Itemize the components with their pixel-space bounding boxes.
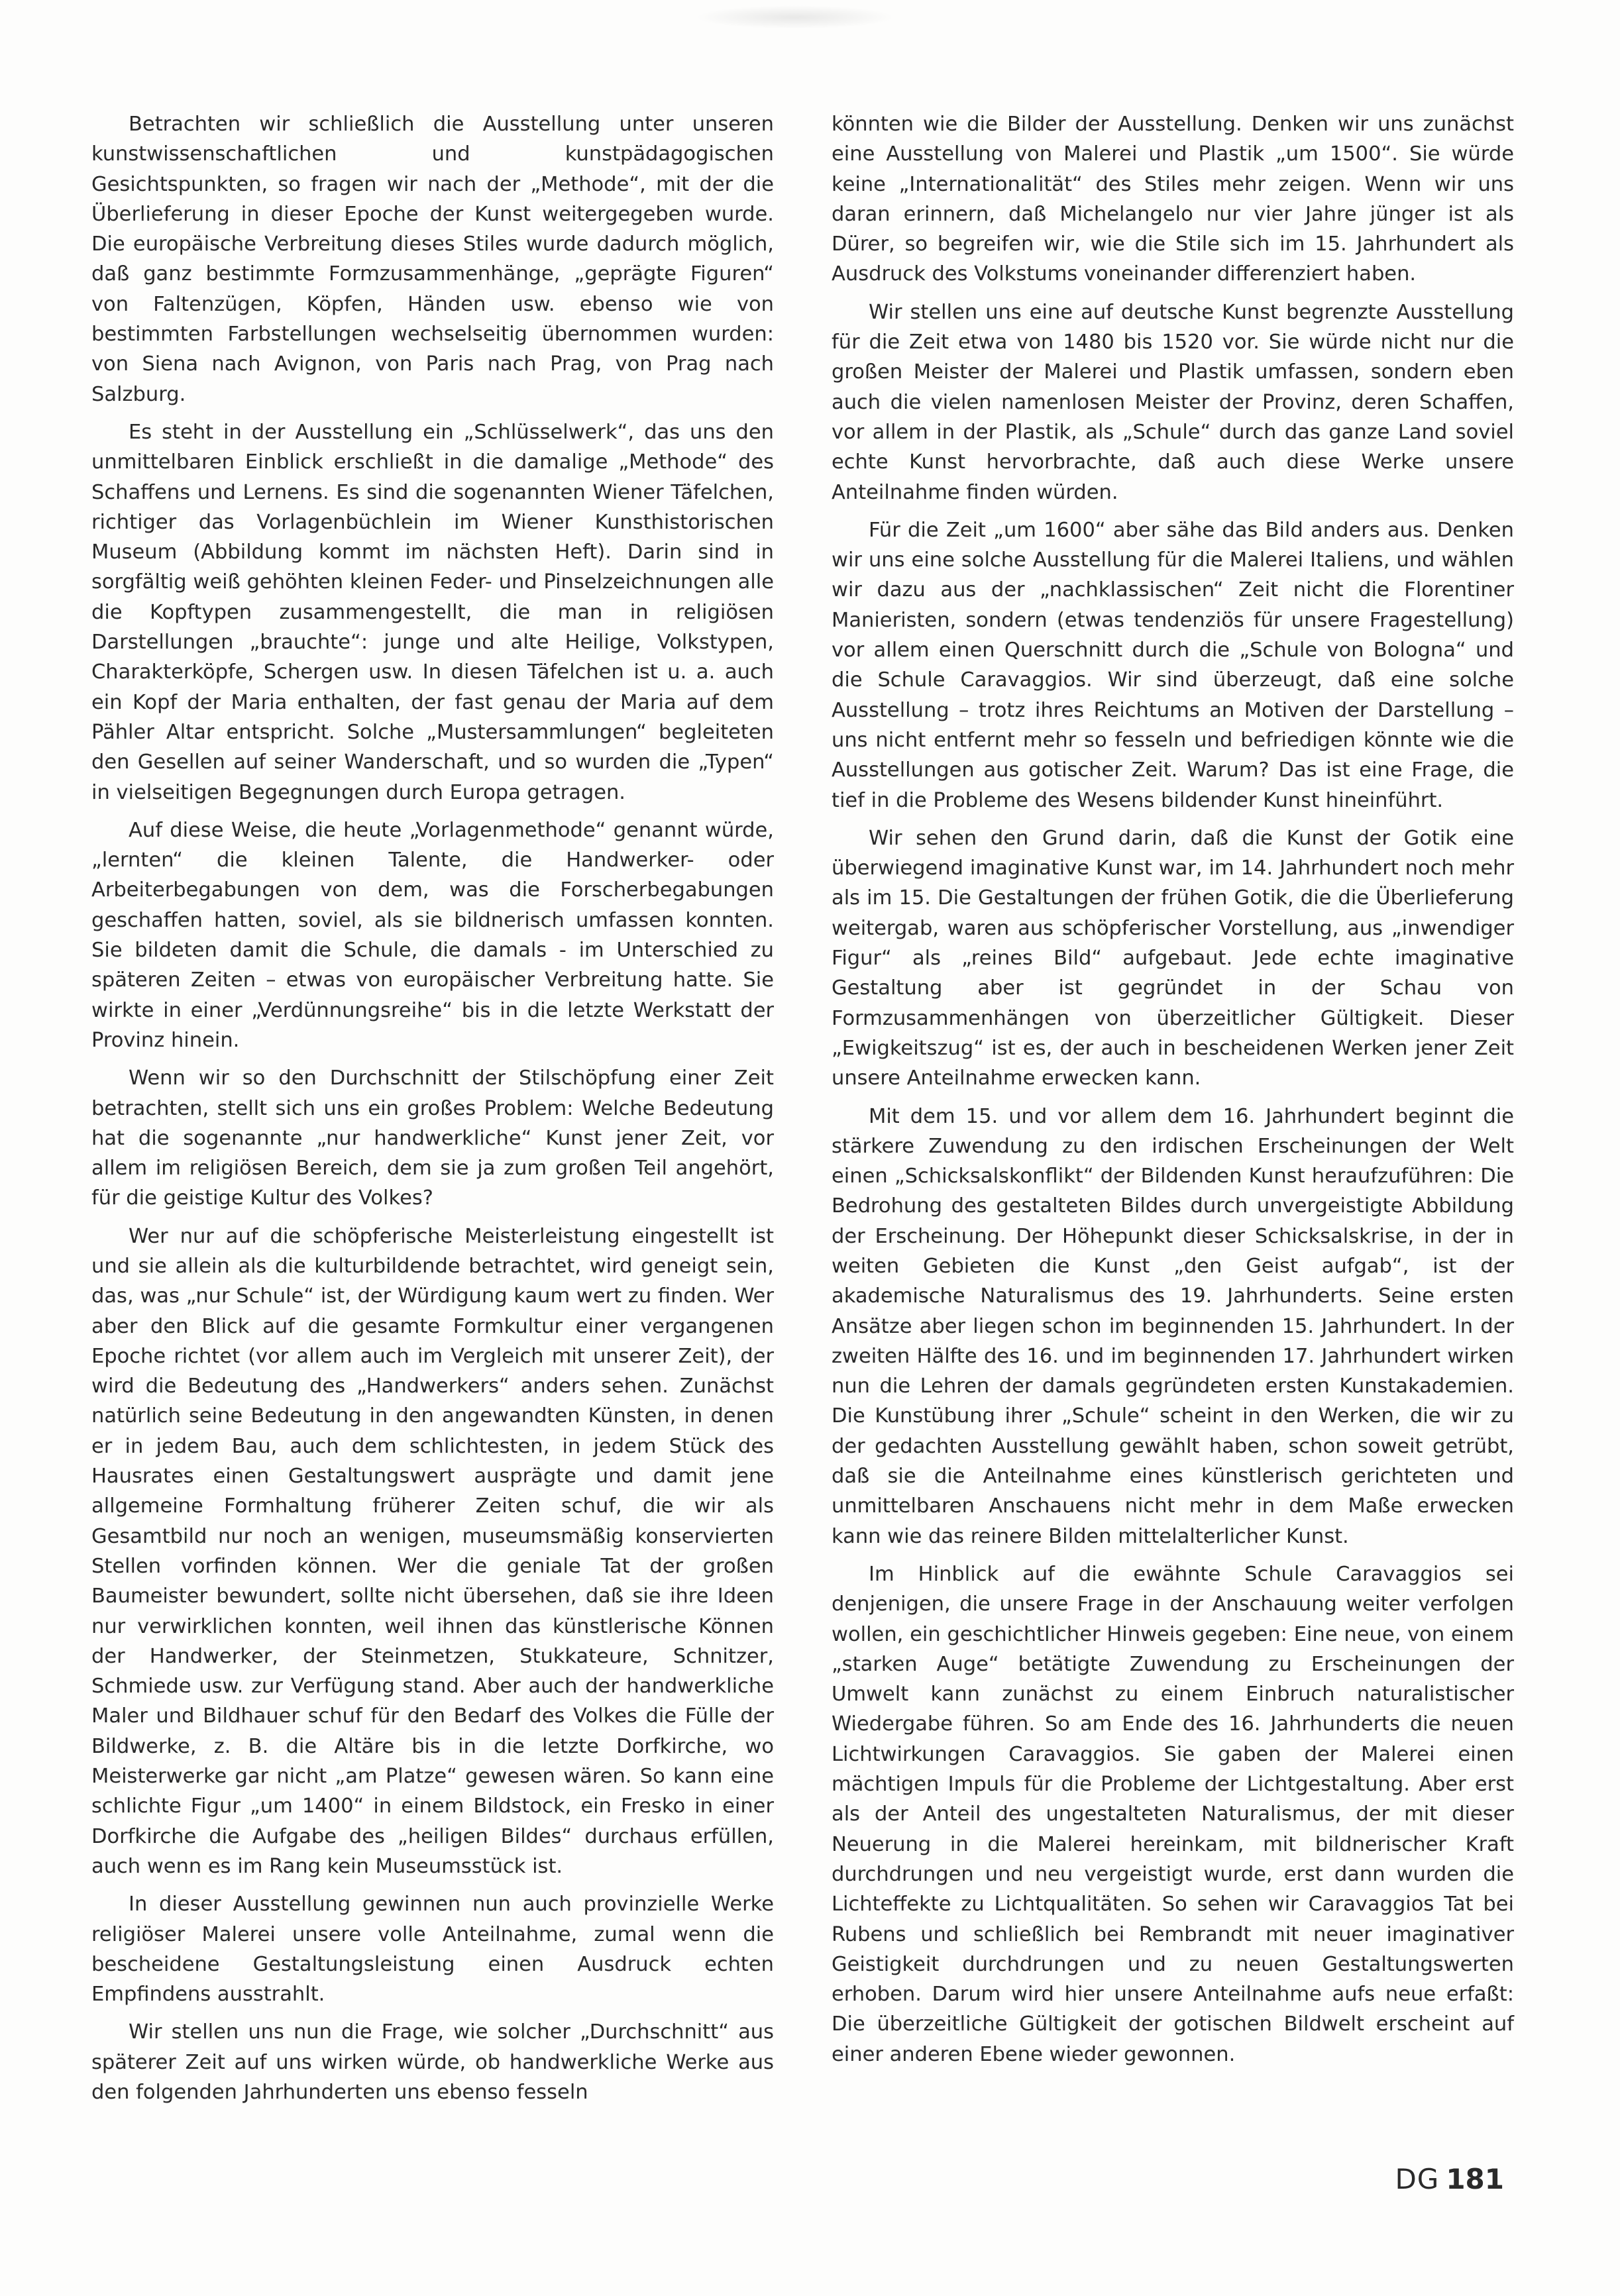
paragraph: Es steht in der Ausstellung ein „Schlüsselwerk“, das uns den unmittelbaren Einblick erschließt in die damalige „Methode“ des Schaffens und Lernens. Es sind die sogenannten Wiener Täfelchen, richtiger das Vorlagenbüchlein im Wiener Kunsthistorischen Museum (Abbildung kommt im nächsten Heft). Darin sind in sorgfältig weiß gehöhten kleinen Feder- und Pinselzeichnungen alle die Kopftypen zusammengestellt, die man in religiösen Darstellungen „brauchte“: junge und alte Heilige, Volkstypen, Charakterköpfe, Schergen usw. In diesen Täfelchen ist u. a. auch ein Kopf der Maria enthalten, der fast genau der Maria auf dem Pähler Altar entspricht. Solche „Mustersammlungen“ begleiteten den Gesellen auf seiner Wanderschaft, und so wurden die „Typen“ in vielseitigen Begegnungen durch Europa getragen. bbox=[91, 420, 774, 804]
page-number: 181 bbox=[1446, 2163, 1504, 2195]
paragraph: Für die Zeit „um 1600“ aber sähe das Bild anders aus. Denken wir uns eine solche Ausstellung für die Malerei Italiens, und wählen wir dazu aus der „nachklassischen“ Zeit nicht die Florentiner Manieristen, sondern (etwas tendenziös für unsere Fragestellung) vor allem einen Querschnitt durch die „Schule von Bologna“ und die Schule Caravaggios. Wir sind überzeugt, daß eine solche Ausstellung – trotz ihres Reichtums an Motiven der Darstellung – uns nicht entfernt mehr so fesseln und befriedigen könnte wie die Ausstellungen aus gotischer Zeit. Warum? Das ist eine Frage, die tief in die Probleme des Wesens bildender Kunst hineinführt. bbox=[832, 518, 1514, 812]
left-text-column bbox=[91, 109, 774, 2115]
paragraph: Mit dem 15. und vor allem dem 16. Jahrhundert beginnt die stärkere Zuwendung zu den irdischen Erscheinungen der Welt einen „Schicksalskonflikt“ der Bildenden Kunst heraufzuführen: Die Bedrohung des gestalteten Bildes durch unvergeistigte Abbildung der Erscheinung. Der Höhepunkt dieser Schicksalskrise, in der in weiten Gebieten die Kunst „den Geist aufgab“, ist der akademische Naturalismus des 19. Jahrhunderts. Seine ersten Ansätze aber liegen schon im beginnenden 15. Jahrhundert. In der zweiten Hälfte des 16. und im beginnenden 17. Jahrhundert wirken nun die Lehren der damals gegründeten ersten Kunstakademien. Die Kunstübung ihrer „Schule“ scheint in den Werken, die wir zu der gedachten Ausstellung gewählt haben, schon soweit getrübt, daß sie die Anteilnahme eines künstlerisch gerichteten und unmittelbaren Anschauens nicht mehr in dem Maße erwecken kann wie das reinere Bilden mittelalterlicher Kunst. bbox=[832, 1104, 1514, 1548]
magazine-abbrev: DG bbox=[1395, 2163, 1440, 2195]
continued-paragraph: könnten wie die Bilder der Ausstellung. Denken wir uns zunächst eine Ausstellung von Malerei und Plastik „um 1500“. Sie würde keine „Internationalität“ des Stiles mehr zeigen. Wenn wir uns daran erinnern, daß Michelangelo nur vier Jahre jünger ist als Dürer, so begreifen wir, wie die Stile sich im 15. Jahrhundert als Ausdruck des Volkstums voneinander differenziert haben. bbox=[832, 113, 1514, 286]
paragraph: Betrachten wir schließlich die Ausstellung unter unseren kunstwissenschaftlichen und kunstpädagogischen Gesichtspunkten, so fragen wir nach der „Methode“, mit der die Überlieferung in dieser Epoche der Kunst weitergegeben wurde. Die europäische Verbreitung dieses Stiles wurde dadurch möglich, daß ganz bestimmte Formzusammenhänge, „geprägte Figuren“ von Faltenzügen, Köpfen, Händen usw. ebenso wie von bestimmten Farbstellungen wechselseitig übernommen wurden: von Siena nach Avignon, von Paris nach Prag, von Prag nach Salzburg. bbox=[91, 113, 774, 406]
right-text-column bbox=[832, 109, 1514, 2077]
paragraph: Wenn wir so den Durchschnitt der Stilschöpfung einer Zeit betrachten, stellt sich uns ein großes Problem: Welche Bedeutung hat die sogenannte „nur handwerkliche“ Kunst jener Zeit, vor allem im religiösen Bereich, dem sie ja zum großen Teil angehört, für die geistige Kultur des Volkes? bbox=[91, 1067, 774, 1210]
paragraph: Wir sehen den Grund darin, daß die Kunst der Gotik eine überwiegend imaginative Kunst war, im 14. Jahrhundert noch mehr als im 15. Die Gestaltungen der frühen Gotik, die die Überlieferung weitergab, waren aus schöpferischer Vorstellung, aus „inwendiger Figur“ als „reines Bild“ aufgebaut. Jede echte imaginative Gestaltung aber ist gegründet in der Schau von Formzusammenhängen von überzeitlicher Gültigkeit. Dieser „Ewigkeitszug“ ist es, der auch in bescheidenen Werken jener Zeit unsere Anteilnahme erwecken kann. bbox=[832, 826, 1514, 1090]
paragraph: Auf diese Weise, die heute „Vorlagenmethode“ genannt würde, „lernten“ die kleinen Talente, die Handwerker- oder Arbeiterbegabungen von dem, was die Forscherbegabungen geschaffen hatten, soviel, als sie bildnerisch umfassen konnten. Sie bildeten damit die Schule, die damals - im Unterschied zu späteren Zeiten – etwas von europäischer Verbreitung hatte. Sie wirkte in einer „Verdünnungsreihe“ bis in die letzte Werkstatt der Provinz hinein. bbox=[91, 818, 774, 1052]
paragraph: Wer nur auf die schöpferische Meisterleistung eingestellt ist und sie allein als die kulturbildende betrachtet, wird geneigt sein, das, was „nur Schule“ ist, der Würdigung kaum wert zu finden. Wer aber den Blick auf die gesamte Formkultur einer vergangenen Epoche richtet (vor allem auch im Vergleich mit unserer Zeit), der wird die Bedeutung des „Handwerkers“ anders sehen. Zunächst natürlich seine Bedeutung in den angewandten Künsten, in denen er in jedem Bau, auch dem schlichtesten, in jedem Stück des Hausrates einen Gestaltungswert ausprägte und damit jene allgemeine Formhaltung früherer Zeiten schuf, die wir als Gesamtbild nur noch an wenigen, museumsmäßig konservierten Stellen vorfinden können. Wer die geniale Tat der großen Baumeister bewundert, sollte nicht übersehen, daß sie ihre Ideen nur verwirklichen konnten, weil ihnen das künstlerische Können der Handwerker, der Steinmetzen, Stukkateure, Schnitzer, Schmiede usw. zur Verfügung stand. Aber auch der handwerkliche Maler und Bildhauer schuf für den Bedarf des Volkes die Fülle der Bildwerke, z. B. die Altäre bis in die letzte Dorfkirche, wo Meisterwerke gar nicht „am Platze“ gewesen wären. So kann eine schlichte Figur „um 1400“ in einem Bildstock, ein Fresko in einer Dorfkirche die Aufgabe des „heiligen Bildes“ durchaus erfüllen, auch wenn es im Rang kein Museumsstück ist. bbox=[91, 1224, 774, 1878]
paragraph: Im Hinblick auf die ewähnte Schule Caravaggios sei denjenigen, die unsere Frage in der Anschauung weiter verfolgen wollen, ein geschichtlicher Hinweis gegeben: Eine neue, von einem „starken Auge“ betätigte Zuwendung zu Erscheinungen der Umwelt kann zunächst zu einem Einbruch naturalistischer Wiedergabe führen. So am Ende des 16. Jahrhunderts die neuen Lichtwirkungen Caravaggios. Sie gaben der Malerei einen mächtigen Impuls für die Probleme der Lichtgestaltung. Aber erst als der Anteil des ungestalteten Naturalismus, der mit dieser Neuerung in die Malerei hereinkam, mit bildnerischer Kraft durchdrungen und neu vergeistigt wurde, erst dann wurden die Lichteffekte zu Lichtqualitäten. So sehen wir Caravaggios Tat bei Rubens und schließlich bei Rembrandt mit neuer imaginativer Geistigkeit durchdrungen und zu neuen Gestaltungswerten erhoben. Darum wird hier unsere Anteilnahme aufs neue erfaßt: Die überzeitliche Gültigkeit der gotischen Bildwelt erscheint auf einer anderen Ebene wieder gewonnen. bbox=[832, 1562, 1514, 2066]
paragraph: In dieser Ausstellung gewinnen nun auch provinzielle Werke religiöser Malerei unsere volle Anteilnahme, zumal wenn die bescheidene Gestaltungsleistung einen Ausdruck echten Empfindens ausstrahlt. bbox=[91, 1893, 774, 2007]
page-footer bbox=[1391, 2163, 1504, 2196]
paragraph: Wir stellen uns nun die Frage, wie solcher „Durchschnitt“ aus späterer Zeit auf uns wirken würde, ob handwerkliche Werke aus den folgenden Jahrhunderten uns ebenso fesseln bbox=[91, 2020, 774, 2104]
scan-smudge bbox=[696, 5, 894, 29]
paragraph: Wir stellen uns eine auf deutsche Kunst begrenzte Ausstellung für die Zeit etwa von 1480 bis 1520 vor. Sie würde nicht nur die großen Meister der Malerei und Plastik umfassen, sondern eben auch die vielen namenlosen Meister der Provinz, deren Schaffen, vor allem in der Plastik, als „Schule“ durch das ganze Land soviel echte Kunst hervorbrachte, daß auch diese Werke unsere Anteilnahme finden würden. bbox=[832, 300, 1514, 504]
